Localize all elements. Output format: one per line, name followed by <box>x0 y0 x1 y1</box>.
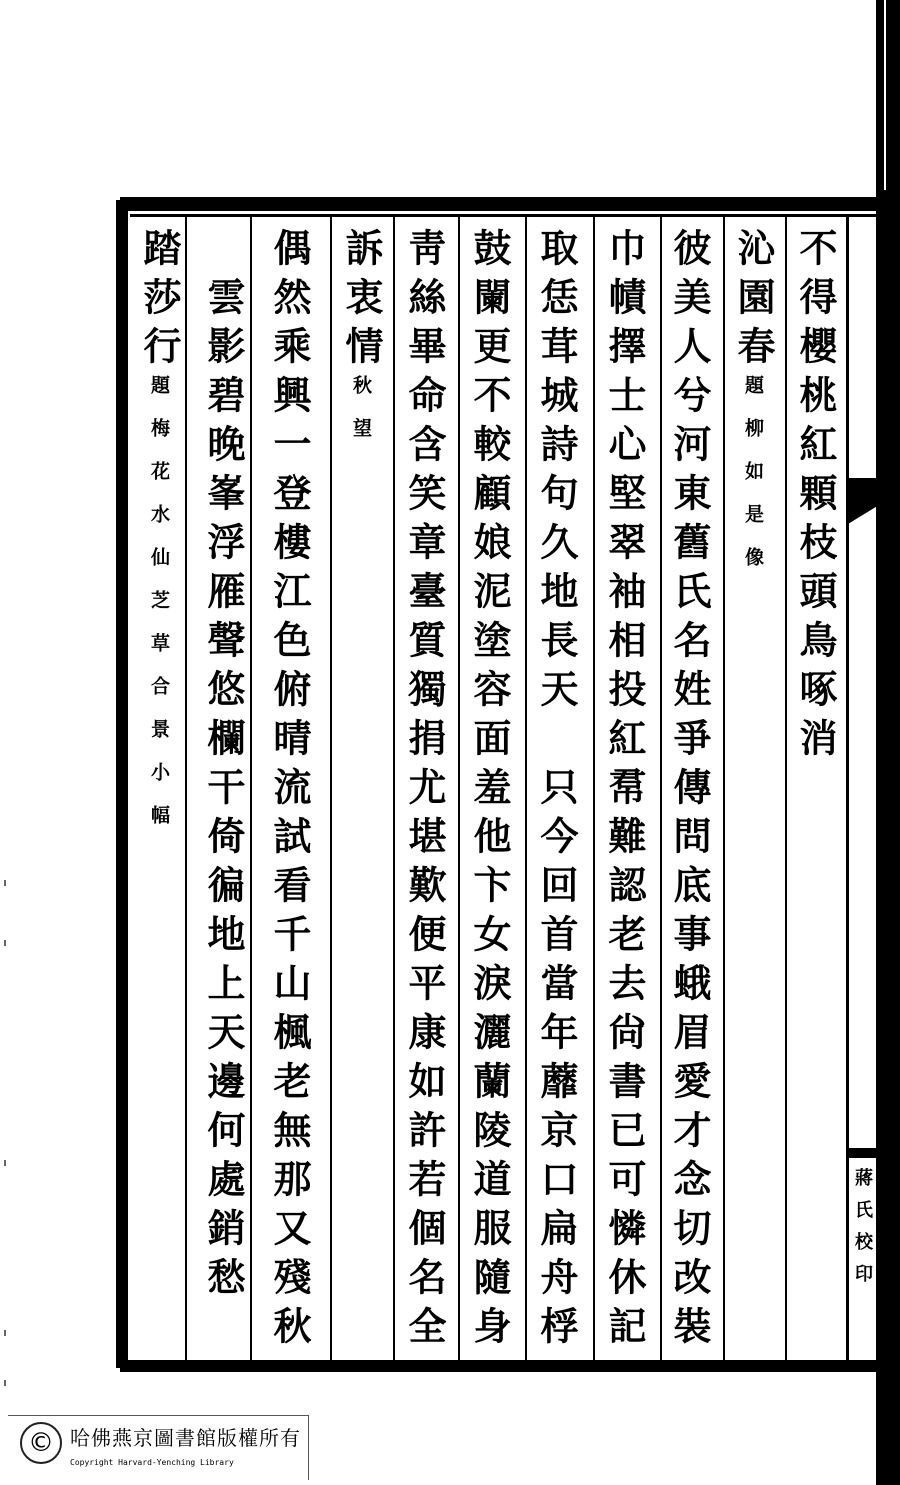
column-text: 取恁茸城詩句久地長天 只今回首當年蘼京口扁舟桴 <box>534 228 579 1355</box>
text-column-4 <box>601 228 647 1355</box>
ci-subtitle-note: 秋望 <box>350 375 372 461</box>
scan-speck <box>4 1380 6 1386</box>
copyright-stamp <box>8 1415 309 1480</box>
frame-bottom-border <box>120 1360 876 1372</box>
ci-subtitle-note: 題梅花水仙芝草合景小幅 <box>148 375 170 848</box>
column-divider <box>525 216 527 1362</box>
text-column-11-title <box>136 228 182 848</box>
page-edge-black <box>876 0 900 1485</box>
column-text: 巾幘擇士心堅翠袖相投紅帬難認老去尙書已可憐休記 <box>602 228 647 1355</box>
edge-gap <box>884 0 886 190</box>
copyright-english: Copyright Harvard-Yenching Library <box>70 1458 234 1467</box>
ci-title: 沁園春 <box>731 228 776 375</box>
column-divider <box>593 216 595 1362</box>
scan-speck <box>4 880 6 886</box>
scan-speck <box>4 940 6 946</box>
scan-speck <box>4 1330 6 1336</box>
column-text: 不得櫻桃紅顆枝頭鳥啄消 <box>793 228 838 767</box>
text-column-9 <box>266 228 312 1355</box>
text-column-1 <box>792 228 838 767</box>
copyright-chinese: 哈佛燕京圖書館版權所有 <box>70 1426 301 1450</box>
column-divider <box>660 216 662 1362</box>
ci-title: 訴衷情 <box>339 228 384 375</box>
fish-tail-mark <box>848 478 878 524</box>
column-divider <box>330 216 332 1362</box>
frame-top-inner-border <box>130 214 876 217</box>
text-column-7 <box>401 228 447 1355</box>
column-text: 雲影碧晚峯浮雁聲悠欄干倚徧地上天邊何處銷愁 <box>201 228 246 1306</box>
frame-top-border <box>120 197 880 211</box>
column-divider <box>250 216 252 1362</box>
column-text: 鼓闌更不較顧娘泥塗容面羞他卞女淚灑蘭陵道服隨身 <box>467 228 512 1355</box>
column-divider <box>785 216 787 1362</box>
fish-tail-mark-lower <box>848 1148 878 1158</box>
frame-left-border <box>116 200 128 1368</box>
text-column-2-title <box>730 228 776 590</box>
ci-subtitle-note: 題柳如是像 <box>742 375 764 590</box>
collector-seal: 蔣氏校印 <box>852 1168 873 1296</box>
text-column-10 <box>200 228 246 1306</box>
text-column-5 <box>533 228 579 1355</box>
column-divider <box>185 216 187 1362</box>
column-text: 靑絲畢命含笑章臺質獨捐尤堪歎便平康如許若個名全 <box>402 228 447 1355</box>
column-divider <box>723 216 725 1362</box>
ci-title: 踏莎行 <box>137 228 182 375</box>
column-divider <box>393 216 395 1362</box>
column-text: 偶然乘興一登樓江色俯晴流試看千山楓老無那又殘秋 <box>267 228 312 1355</box>
column-divider <box>458 216 460 1362</box>
text-column-6 <box>466 228 512 1355</box>
scan-speck <box>4 1160 6 1166</box>
text-column-3 <box>666 228 712 1355</box>
column-text: 彼美人兮河東舊氏名姓爭傳問底事蛾眉愛才念切改裝 <box>667 228 712 1355</box>
copyright-icon: © <box>20 1422 62 1464</box>
text-column-8-title <box>338 228 384 461</box>
